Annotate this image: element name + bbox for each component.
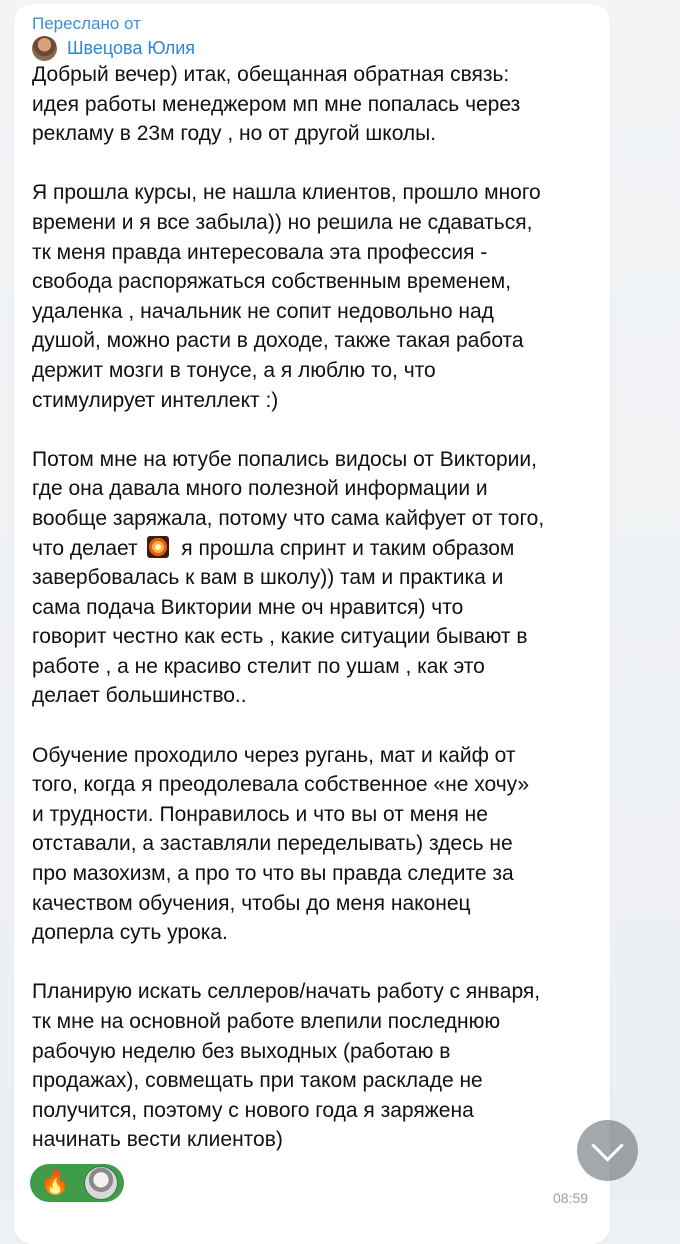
paragraph-1 (32, 60, 602, 149)
text-line: Планирую искать селлеров/начать работу с января, (32, 980, 541, 1004)
text-line: работе , а не красиво стелит по ушам , как это (32, 654, 485, 678)
text-line: получится, поэтому с нового года я заряжена (32, 1098, 474, 1122)
paragraph-2 (32, 178, 602, 415)
fire-icon[interactable]: 🔥 (40, 1169, 70, 1196)
text-line: стимулирует интеллект :) (32, 388, 279, 412)
text-line: свобода распоряжаться собственным временем, (32, 270, 512, 294)
text-line: Обучение проходило через ругань, мат и кайф от (32, 743, 516, 767)
forwarded-author[interactable] (32, 35, 195, 61)
text-line: вообще заряжала, потому что сама кайфует от того, (32, 506, 545, 530)
text-line: про мазохизм, а про то что вы правда следите за (32, 862, 514, 886)
text-line: удаленка , начальник не сопит недовольно над (32, 299, 494, 323)
text-line: Потом мне на ютубе попались видосы от Виктории, (32, 447, 537, 471)
text-line: начинать вести клиентов) (32, 1128, 283, 1152)
chevron-down-icon (591, 1129, 624, 1162)
reaction-bar[interactable] (30, 1164, 124, 1202)
text-line: доперла суть урока. (32, 921, 228, 945)
text-segment: я прошла спринт и таким образом (181, 536, 515, 560)
text-line: идея работы менеджером мп мне попалась через (32, 92, 521, 116)
message-time: 08:59 (553, 1190, 589, 1206)
text-line: душой, можно расти в доходе, также такая работа (32, 329, 524, 353)
text-line: того, когда я преодолевала собственное «не хочу» (32, 773, 530, 797)
author-name[interactable]: Швецова Юлия (67, 38, 196, 58)
text-line: качеством обучения, чтобы до меня наконец (32, 891, 471, 915)
text-line: рабочую неделю без выходных (работаю в (32, 1039, 451, 1063)
text-line: делает большинство.. (32, 684, 247, 708)
text-segment: что делает (32, 536, 138, 560)
text-line-with-emoji (32, 534, 602, 564)
text-line: тк мне на основной работе влепили последнюю (32, 1010, 501, 1033)
text-line: продажах), совмещать при таком раскладе не (32, 1069, 483, 1093)
text-line: и трудности. Понравилось и что вы от меня не (32, 802, 488, 826)
text-line: тк меня правда интересовала эта профессия - (32, 240, 488, 264)
text-line: сама подача Виктории мне оч нравится) что (32, 595, 464, 619)
paragraph-5 (32, 977, 602, 1155)
text-line: где она давала много полезной информации и (32, 477, 488, 501)
reactor-avatar[interactable] (84, 1166, 118, 1200)
text-line: отставали, а заставляли переделывать) здесь не (32, 832, 513, 856)
forwarded-label: Переслано от (32, 14, 141, 33)
text-line: держит мозги в тонусе, а я люблю то, что (32, 358, 436, 382)
text-line: рекламу в 23м году , но от другой школы. (32, 122, 437, 146)
text-line: говорит честно как есть , какие ситуации бывают в (32, 625, 528, 649)
fireworks-emoji-icon (147, 536, 169, 558)
text-line: завербовалась к вам в школу)) там и практика и (32, 566, 504, 590)
text-line: Добрый вечер) итак, обещанная обратная связь: (32, 63, 510, 86)
message-text (32, 60, 602, 1185)
author-avatar[interactable] (32, 36, 57, 61)
text-line: времени и я все забыла)) но решила не сдаваться, (32, 210, 533, 234)
text-line: Я прошла курсы, не нашла клиентов, прошло много (32, 181, 541, 205)
scroll-down-button[interactable] (577, 1120, 638, 1181)
paragraph-4 (32, 741, 602, 948)
paragraph-3 (32, 445, 602, 711)
